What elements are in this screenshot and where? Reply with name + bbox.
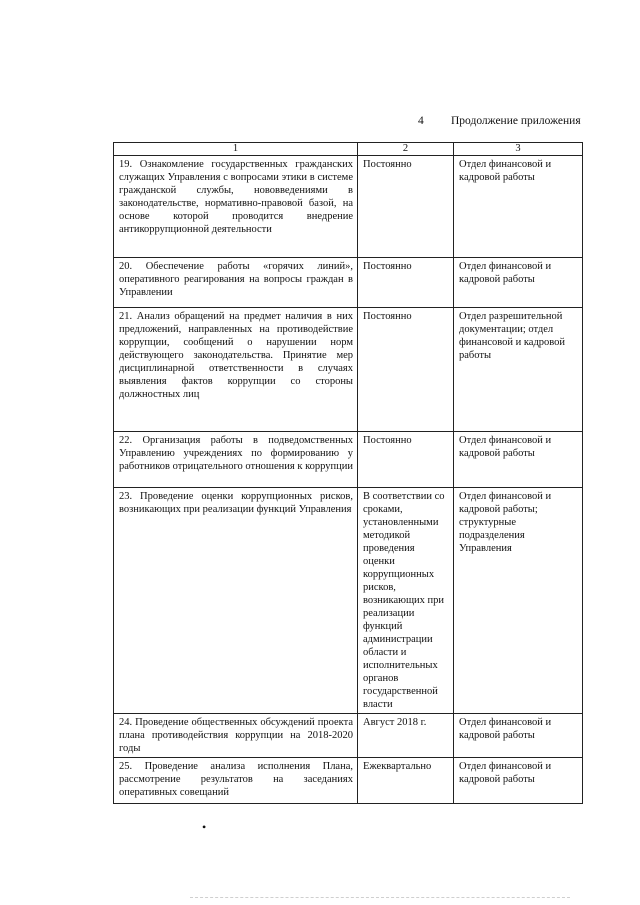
table-row bbox=[114, 432, 583, 488]
column-header-3: 3 bbox=[454, 143, 583, 156]
table-row bbox=[114, 488, 583, 714]
deadline-cell: В соответствии со сроками, установленными методикой проведения оценки коррупционных рисков, возникающих при реализации функций администрации области и исполнительных органов государственной власти bbox=[358, 488, 454, 714]
deadline-cell: Ежеквартально bbox=[358, 758, 454, 804]
anticorruption-plan-table bbox=[113, 142, 583, 804]
table-row bbox=[114, 156, 583, 258]
table-row bbox=[114, 758, 583, 804]
column-number-row bbox=[114, 143, 583, 156]
deadline-cell: Август 2018 г. bbox=[358, 714, 454, 758]
responsible-cell: Отдел финансовой и кадровой работы bbox=[454, 432, 583, 488]
table-row bbox=[114, 714, 583, 758]
responsible-cell: Отдел финансовой и кадровой работы bbox=[454, 758, 583, 804]
page-number: 4 bbox=[418, 115, 424, 127]
continuation-label: Продолжение приложения bbox=[451, 115, 581, 127]
activity-cell: 24. Проведение общественных обсуждений проекта плана противодействия коррупции на 2018-2020 годы bbox=[114, 714, 358, 758]
activity-cell: 25. Проведение анализа исполнения Плана, рассмотрение результатов на заседаниях оперативных совещаний bbox=[114, 758, 358, 804]
column-header-2: 2 bbox=[358, 143, 454, 156]
activity-cell: 19. Ознакомление государственных гражданских служащих Управления с вопросами этики в системе гражданской службы, нововведениями в законодательстве, нормативно-правовой базой, на основе которой проводится внедрение антикоррупционной деятельности bbox=[114, 156, 358, 258]
deadline-cell: Постоянно bbox=[358, 156, 454, 258]
activity-cell: 21. Анализ обращений на предмет наличия в них предложений, направленных на противодействие коррупции, сообщений о нарушении норм действующего законодательства. Принятие мер дисциплинарной ответственности в случаях выявления фактов коррупции со стороны должностных лиц bbox=[114, 308, 358, 432]
scan-artifact-line bbox=[190, 897, 570, 900]
activity-cell: 20. Обеспечение работы «горячих линий», оперативного реагирования на вопросы граждан в Управлении bbox=[114, 258, 358, 308]
page-header bbox=[0, 115, 640, 131]
responsible-cell: Отдел финансовой и кадровой работы bbox=[454, 258, 583, 308]
table-row bbox=[114, 258, 583, 308]
deadline-cell: Постоянно bbox=[358, 308, 454, 432]
stray-mark: • bbox=[202, 820, 207, 834]
responsible-cell: Отдел финансовой и кадровой работы bbox=[454, 714, 583, 758]
responsible-cell: Отдел финансовой и кадровой работы; структурные подразделения Управления bbox=[454, 488, 583, 714]
responsible-cell: Отдел финансовой и кадровой работы bbox=[454, 156, 583, 258]
table-row bbox=[114, 308, 583, 432]
column-header-1: 1 bbox=[114, 143, 358, 156]
responsible-cell: Отдел разрешительной документации; отдел финансовой и кадровой работы bbox=[454, 308, 583, 432]
deadline-cell: Постоянно bbox=[358, 258, 454, 308]
deadline-cell: Постоянно bbox=[358, 432, 454, 488]
activity-cell: 22. Организация работы в подведомственных Управлению учреждениях по формированию у работников отрицательного отношения к коррупции bbox=[114, 432, 358, 488]
activity-cell: 23. Проведение оценки коррупционных рисков, возникающих при реализации функций Управления bbox=[114, 488, 358, 714]
